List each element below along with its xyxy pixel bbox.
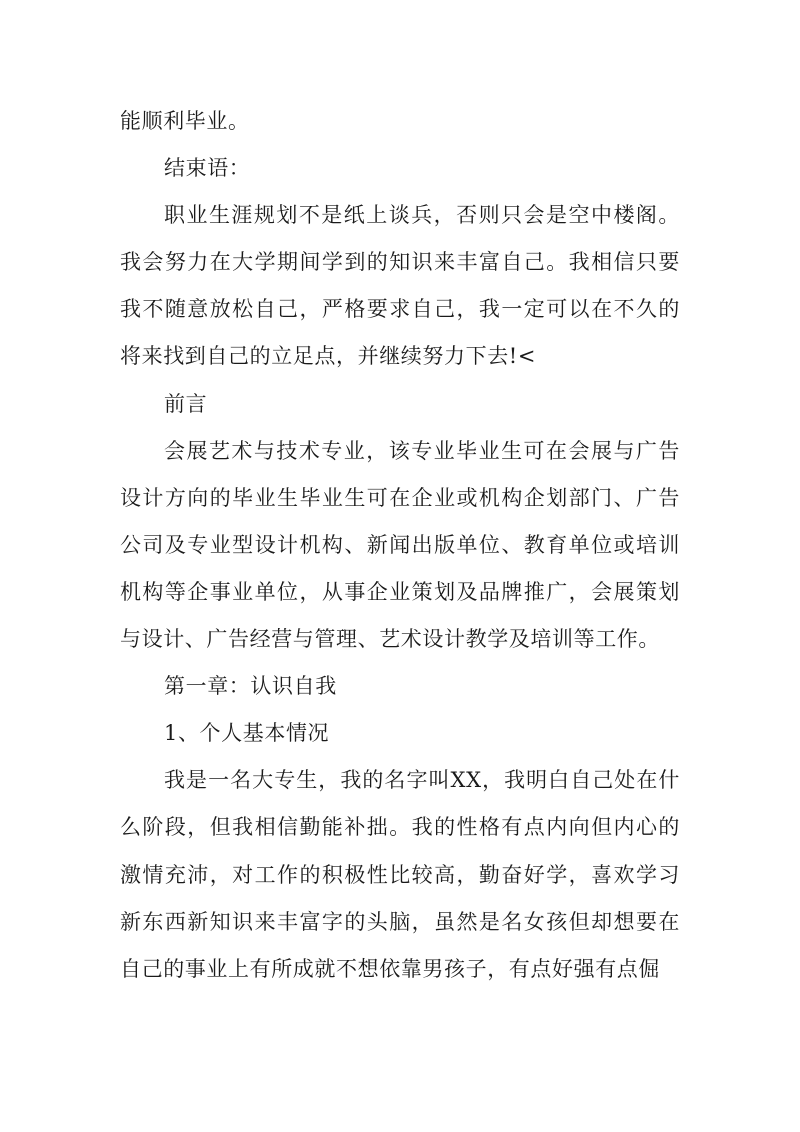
heading-preface: 前言 <box>164 391 208 416</box>
paragraph-personal-info: 我是一名大专生，我的名字叫XX，我明白自己处在什么阶段，但我相信勤能补拙。我的性格有点内向但内心的激情充沛，对工作的积极性比较高，勤奋好学，喜欢学习新东西新知识来丰富字的头脑，虽然是名女孩但却想要在自己的事业上有所成就不想依靠男孩子，有点好强有点倔 <box>120 768 680 981</box>
heading-personal-info: 1、个人基本情况 <box>164 721 330 746</box>
document-body <box>120 98 680 993</box>
paragraph-preface: 会展艺术与技术专业，该专业毕业生可在会展与广告设计方向的毕业生毕业生可在企业或机构企划部门、广告公司及专业型设计机构、新闻出版单位、教育单位或培训机构等企事业单位，从事企业策划及品牌推广，会展策划与设计、广告经营与管理、艺术设计教学及培训等工作。 <box>120 438 680 652</box>
paragraph-continuation: 能顺利毕业。 <box>120 109 250 133</box>
heading-conclusion: 结束语： <box>164 156 251 181</box>
heading-chapter-one: 第一章：认识自我 <box>164 674 337 699</box>
paragraph-conclusion: 职业生涯规划不是纸上谈兵，否则只会是空中楼阁。我会努力在大学期间学到的知识来丰富自己。我相信只要我不随意放松自己，严格要求自己，我一定可以在不久的将来找到自己的立足点，并继续努力下去!< <box>120 203 680 369</box>
